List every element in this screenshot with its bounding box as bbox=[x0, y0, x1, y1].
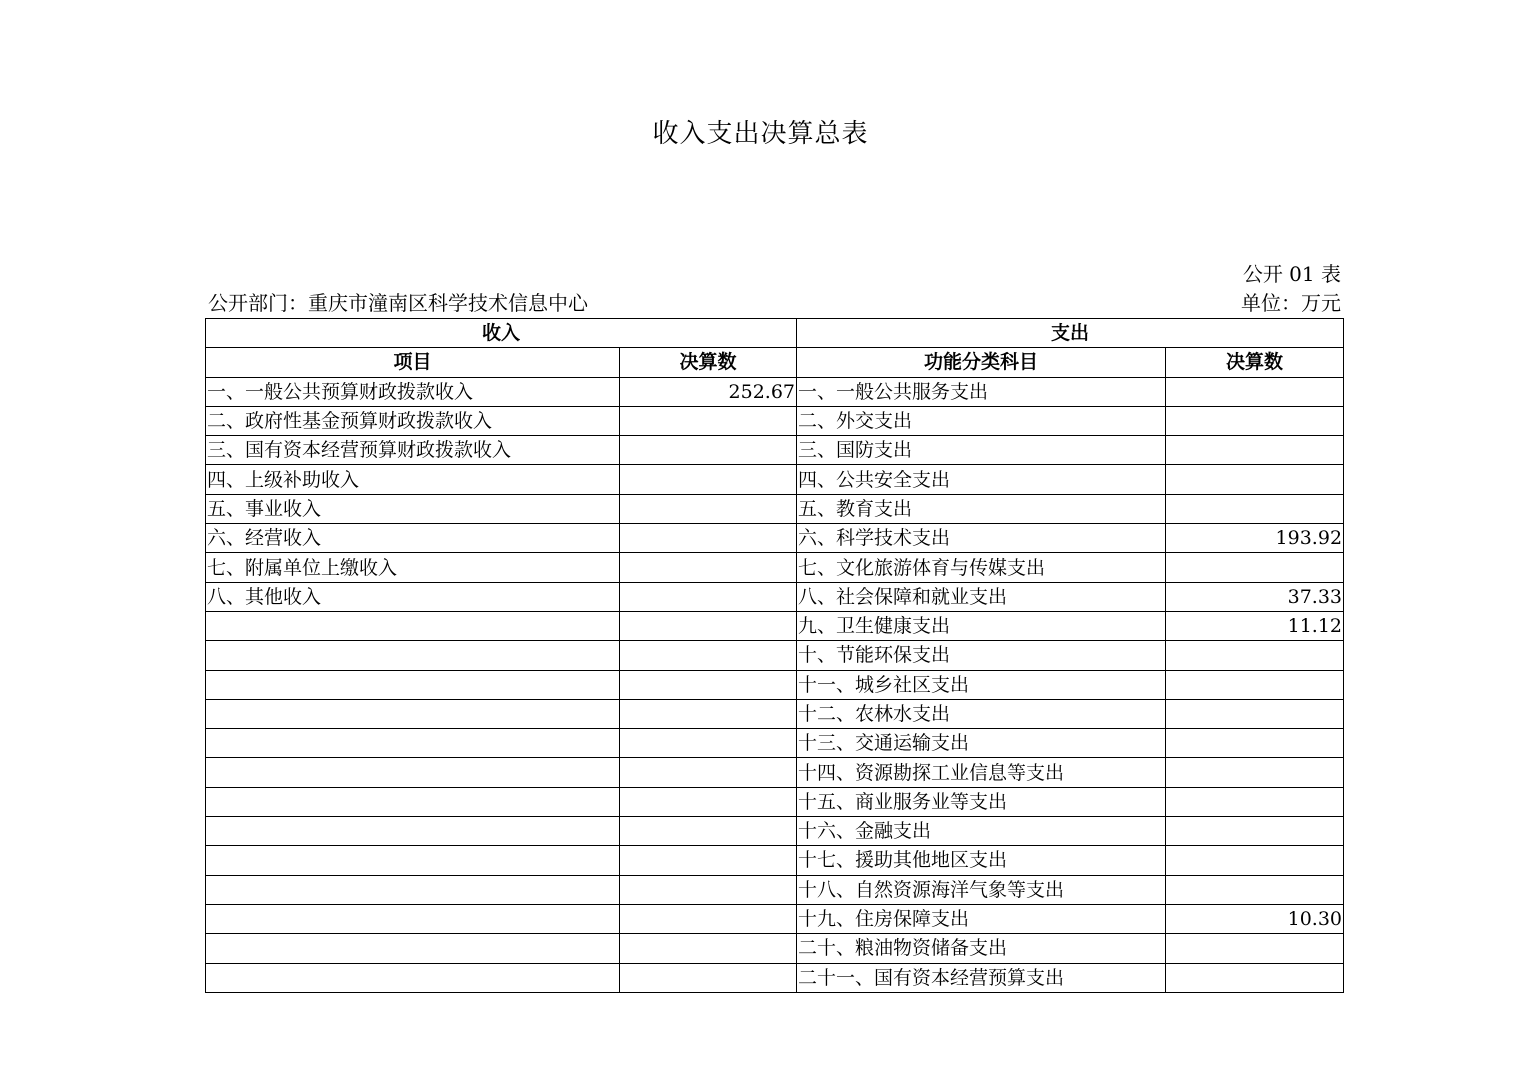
income-item-cell bbox=[206, 875, 620, 904]
income-amount-cell bbox=[620, 817, 797, 846]
unit-label: 单位：万元 bbox=[1241, 291, 1341, 315]
income-header: 收入 bbox=[206, 319, 797, 348]
table-row bbox=[206, 641, 1344, 670]
table-group-header-row bbox=[206, 319, 1344, 348]
expense-amount-cell bbox=[1166, 377, 1344, 406]
expense-amount-cell bbox=[1166, 758, 1344, 787]
table-row bbox=[206, 904, 1344, 933]
column-header-item: 项目 bbox=[206, 348, 620, 377]
income-amount-cell bbox=[620, 611, 797, 640]
table-row bbox=[206, 817, 1344, 846]
income-item-cell bbox=[206, 729, 620, 758]
income-item-cell bbox=[206, 817, 620, 846]
expense-amount-cell: 193.92 bbox=[1166, 524, 1344, 553]
expense-amount-cell bbox=[1166, 787, 1344, 816]
expense-item-cell: 十五、商业服务业等支出 bbox=[797, 787, 1166, 816]
income-item-cell bbox=[206, 787, 620, 816]
expense-amount-cell bbox=[1166, 436, 1344, 465]
income-amount-cell bbox=[620, 934, 797, 963]
income-amount-cell bbox=[620, 846, 797, 875]
expense-item-cell: 四、公共安全支出 bbox=[797, 465, 1166, 494]
income-item-cell: 七、附属单位上缴收入 bbox=[206, 553, 620, 582]
income-amount-cell bbox=[620, 729, 797, 758]
income-amount-cell bbox=[620, 494, 797, 523]
department-label: 公开部门：重庆市潼南区科学技术信息中心 bbox=[208, 291, 588, 315]
income-item-cell bbox=[206, 846, 620, 875]
income-item-cell bbox=[206, 699, 620, 728]
table-row bbox=[206, 524, 1344, 553]
expense-item-cell: 一、一般公共服务支出 bbox=[797, 377, 1166, 406]
table-row bbox=[206, 787, 1344, 816]
expense-amount-cell bbox=[1166, 699, 1344, 728]
expense-amount-cell bbox=[1166, 817, 1344, 846]
table-row bbox=[206, 670, 1344, 699]
expense-amount-cell bbox=[1166, 553, 1344, 582]
income-item-cell: 六、经营收入 bbox=[206, 524, 620, 553]
expense-item-cell: 六、科学技术支出 bbox=[797, 524, 1166, 553]
expense-amount-cell bbox=[1166, 875, 1344, 904]
table-column-header-row bbox=[206, 348, 1344, 377]
income-amount-cell bbox=[620, 699, 797, 728]
expense-amount-cell bbox=[1166, 641, 1344, 670]
income-item-cell: 四、上级补助收入 bbox=[206, 465, 620, 494]
income-item-cell: 三、国有资本经营预算财政拨款收入 bbox=[206, 436, 620, 465]
expense-item-cell: 十一、城乡社区支出 bbox=[797, 670, 1166, 699]
income-item-cell bbox=[206, 611, 620, 640]
expense-item-cell: 二十、粮油物资储备支出 bbox=[797, 934, 1166, 963]
table-row bbox=[206, 963, 1344, 992]
income-amount-cell bbox=[620, 582, 797, 611]
income-item-cell bbox=[206, 904, 620, 933]
expense-header: 支出 bbox=[797, 319, 1344, 348]
column-header-function: 功能分类科目 bbox=[797, 348, 1166, 377]
expense-amount-cell bbox=[1166, 934, 1344, 963]
income-amount-cell bbox=[620, 758, 797, 787]
income-item-cell: 八、其他收入 bbox=[206, 582, 620, 611]
income-item-cell bbox=[206, 641, 620, 670]
expense-item-cell: 十九、住房保障支出 bbox=[797, 904, 1166, 933]
expense-amount-cell bbox=[1166, 846, 1344, 875]
expense-item-cell: 十八、自然资源海洋气象等支出 bbox=[797, 875, 1166, 904]
income-item-cell bbox=[206, 963, 620, 992]
expense-amount-cell bbox=[1166, 406, 1344, 435]
table-row bbox=[206, 582, 1344, 611]
income-amount-cell bbox=[620, 904, 797, 933]
income-amount-cell bbox=[620, 963, 797, 992]
expense-amount-cell bbox=[1166, 494, 1344, 523]
table-row bbox=[206, 846, 1344, 875]
table-row bbox=[206, 875, 1344, 904]
income-item-cell: 五、事业收入 bbox=[206, 494, 620, 523]
expense-item-cell: 八、社会保障和就业支出 bbox=[797, 582, 1166, 611]
expense-item-cell: 十三、交通运输支出 bbox=[797, 729, 1166, 758]
income-amount-cell bbox=[620, 465, 797, 494]
table-row bbox=[206, 934, 1344, 963]
expense-amount-cell bbox=[1166, 963, 1344, 992]
income-amount-cell bbox=[620, 875, 797, 904]
income-item-cell: 一、一般公共预算财政拨款收入 bbox=[206, 377, 620, 406]
income-amount-cell bbox=[620, 524, 797, 553]
table-row bbox=[206, 611, 1344, 640]
income-amount-cell bbox=[620, 787, 797, 816]
income-amount-cell bbox=[620, 436, 797, 465]
income-amount-cell: 252.67 bbox=[620, 377, 797, 406]
expense-amount-cell bbox=[1166, 670, 1344, 699]
expense-item-cell: 十二、农林水支出 bbox=[797, 699, 1166, 728]
table-row bbox=[206, 465, 1344, 494]
expense-item-cell: 十六、金融支出 bbox=[797, 817, 1166, 846]
expense-item-cell: 五、教育支出 bbox=[797, 494, 1166, 523]
table-row bbox=[206, 377, 1344, 406]
expense-item-cell: 十、节能环保支出 bbox=[797, 641, 1166, 670]
income-amount-cell bbox=[620, 406, 797, 435]
income-item-cell bbox=[206, 934, 620, 963]
table-row bbox=[206, 553, 1344, 582]
expense-item-cell: 十四、资源勘探工业信息等支出 bbox=[797, 758, 1166, 787]
table-row bbox=[206, 406, 1344, 435]
expense-amount-cell bbox=[1166, 465, 1344, 494]
expense-item-cell: 九、卫生健康支出 bbox=[797, 611, 1166, 640]
budget-summary-table bbox=[205, 318, 1344, 993]
table-row bbox=[206, 436, 1344, 465]
expense-item-cell: 十七、援助其他地区支出 bbox=[797, 846, 1166, 875]
column-header-expense-amount: 决算数 bbox=[1166, 348, 1344, 377]
income-item-cell bbox=[206, 758, 620, 787]
income-amount-cell bbox=[620, 553, 797, 582]
expense-amount-cell: 11.12 bbox=[1166, 611, 1344, 640]
table-row bbox=[206, 729, 1344, 758]
income-item-cell: 二、政府性基金预算财政拨款收入 bbox=[206, 406, 620, 435]
table-row bbox=[206, 699, 1344, 728]
table-row bbox=[206, 494, 1344, 523]
income-amount-cell bbox=[620, 670, 797, 699]
expense-item-cell: 三、国防支出 bbox=[797, 436, 1166, 465]
column-header-income-amount: 决算数 bbox=[620, 348, 797, 377]
expense-item-cell: 二十一、国有资本经营预算支出 bbox=[797, 963, 1166, 992]
income-item-cell bbox=[206, 670, 620, 699]
page-title: 收入支出决算总表 bbox=[652, 119, 869, 149]
income-amount-cell bbox=[620, 641, 797, 670]
expense-item-cell: 二、外交支出 bbox=[797, 406, 1166, 435]
form-number: 公开 01 表 bbox=[1242, 262, 1341, 286]
expense-amount-cell: 37.33 bbox=[1166, 582, 1344, 611]
expense-amount-cell: 10.30 bbox=[1166, 904, 1344, 933]
table-row bbox=[206, 758, 1344, 787]
expense-item-cell: 七、文化旅游体育与传媒支出 bbox=[797, 553, 1166, 582]
expense-amount-cell bbox=[1166, 729, 1344, 758]
